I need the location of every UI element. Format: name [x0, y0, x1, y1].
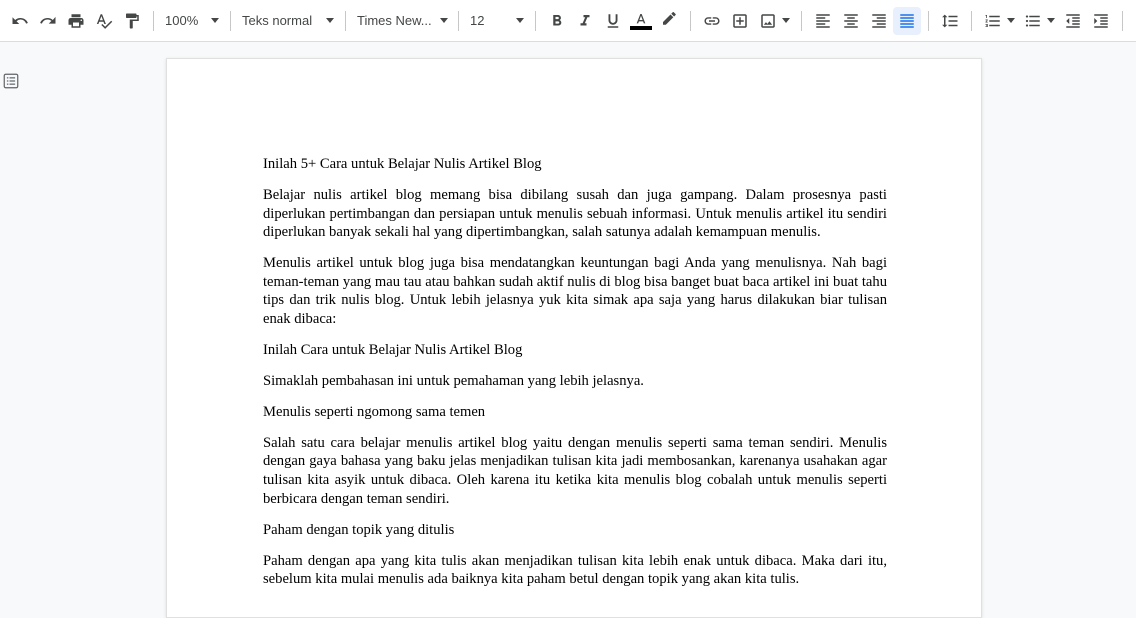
separator — [1122, 11, 1123, 31]
separator — [535, 11, 536, 31]
separator — [801, 11, 802, 31]
decrease-indent-icon[interactable] — [1059, 7, 1087, 35]
zoom-value: 100% — [165, 13, 199, 28]
separator — [153, 11, 154, 31]
image-icon[interactable] — [754, 7, 782, 35]
chevron-down-icon — [211, 18, 219, 23]
text-color-bar — [630, 26, 652, 30]
align-center-icon[interactable] — [837, 7, 865, 35]
undo-icon[interactable] — [6, 7, 34, 35]
document-body[interactable] — [263, 155, 887, 601]
chevron-down-icon[interactable] — [1007, 18, 1015, 23]
align-right-icon[interactable] — [865, 7, 893, 35]
separator — [971, 11, 972, 31]
chevron-down-icon — [516, 18, 524, 23]
print-icon[interactable] — [62, 7, 90, 35]
doc-paragraph: Menulis seperti ngomong sama temen — [263, 403, 486, 420]
font-value: Times New... — [357, 13, 432, 28]
separator — [345, 11, 346, 31]
redo-icon[interactable] — [34, 7, 62, 35]
paint-format-icon[interactable] — [118, 7, 146, 35]
text-color-icon[interactable] — [627, 7, 655, 35]
align-justify-icon[interactable] — [893, 7, 921, 35]
style-select[interactable] — [238, 7, 338, 35]
line-spacing-icon[interactable] — [936, 7, 964, 35]
underline-icon[interactable] — [599, 7, 627, 35]
document-page[interactable] — [166, 58, 982, 618]
font-size-select[interactable] — [466, 7, 528, 35]
toolbar — [0, 0, 1136, 42]
doc-paragraph: Menulis artikel untuk blog juga bisa mendatangkan keuntungan bagi Anda yang menulisnya. Nah bagi teman-teman yang mau tau atau bahkan sudah aktif nulis di blog bisa banget buat baca artikel ini buat tahu tips dan trik nulis blog. Untuk lebih jelasnya yuk kita simak apa saja yang harus dilakukan biar tulisan enak dibaca: — [263, 255, 887, 327]
style-value: Teks normal — [242, 13, 313, 28]
font-select[interactable] — [353, 7, 451, 35]
comment-icon[interactable] — [726, 7, 754, 35]
doc-paragraph: Simaklah pembahasan ini untuk pemahaman yang lebih jelasnya. — [263, 372, 644, 389]
bulleted-list-icon[interactable] — [1019, 7, 1047, 35]
doc-paragraph: Paham dengan apa yang kita tulis akan menjadikan tulisan kita lebih enak untuk dibaca. Maka dari itu, sebelum kita mulai menulis ada baiknya kita paham betul dengan topik yang akan kita tulis. — [263, 552, 887, 588]
chevron-down-icon — [440, 18, 448, 23]
doc-paragraph: Paham dengan topik yang ditulis — [263, 521, 455, 538]
zoom-select[interactable] — [161, 7, 223, 35]
highlight-icon[interactable] — [655, 7, 683, 35]
align-left-icon[interactable] — [809, 7, 837, 35]
italic-icon[interactable] — [571, 7, 599, 35]
doc-paragraph: Belajar nulis artikel blog memang bisa dibilang susah dan juga gampang. Dalam prosesnya pasti diperlukan pertimbangan dan persiapan untuk menulis sebuah informasi. Untuk menulis artikel itu sendiri diperlukan banyak sekali hal yang dipertimbangkan, salah satunya adalah kemampuan menulis. — [263, 186, 887, 241]
bold-icon[interactable] — [543, 7, 571, 35]
separator — [458, 11, 459, 31]
link-icon[interactable] — [698, 7, 726, 35]
spellcheck-icon[interactable] — [90, 7, 118, 35]
doc-paragraph: Salah satu cara belajar menulis artikel blog yaitu dengan menulis seperti sama teman sendiri. Menulis dengan gaya bahasa yang baku jelas menjadikan tulisan kita jadi membosankan, karenanya usahakan agar tulisan kita asyik untuk dibaca. Oleh karena itu ketika kita menulis blog cobalah untuk menulis seperti berbicara dengan teman sendiri. — [263, 434, 887, 507]
chevron-down-icon[interactable] — [782, 18, 790, 23]
doc-paragraph: Inilah 5+ Cara untuk Belajar Nulis Artikel Blog — [263, 156, 542, 172]
numbered-list-icon[interactable] — [979, 7, 1007, 35]
clear-format-icon[interactable] — [1130, 7, 1136, 35]
document-outline-icon[interactable] — [2, 72, 20, 90]
font-size-value: 12 — [470, 13, 485, 28]
chevron-down-icon[interactable] — [1047, 18, 1055, 23]
separator — [928, 11, 929, 31]
chevron-down-icon — [326, 18, 334, 23]
doc-paragraph: Inilah Cara untuk Belajar Nulis Artikel Blog — [263, 341, 523, 358]
separator — [230, 11, 231, 31]
increase-indent-icon[interactable] — [1087, 7, 1115, 35]
separator — [690, 11, 691, 31]
